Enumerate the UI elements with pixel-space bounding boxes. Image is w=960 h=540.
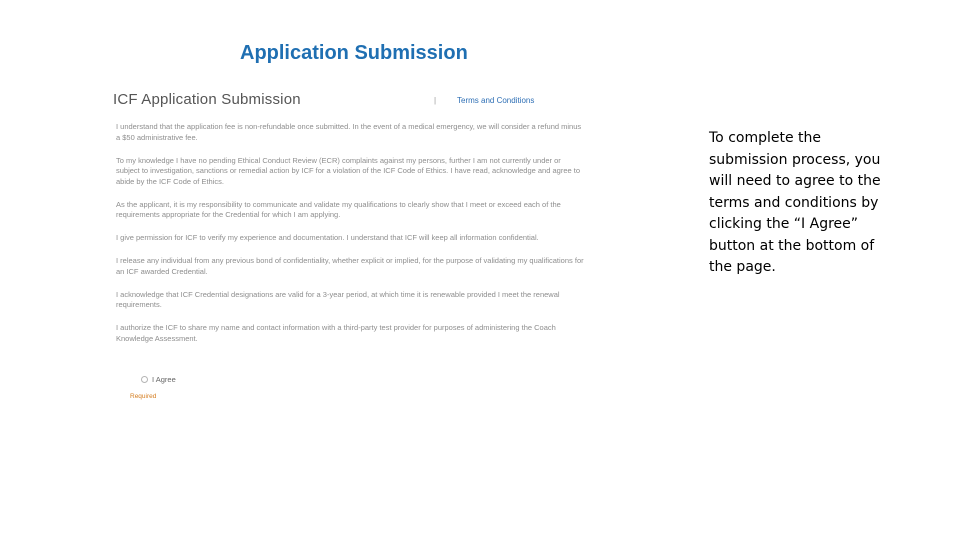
term-item: As the applicant, it is my responsibility to communicate and validate my qualifications to clearly show that I meet or exceed each of the requirements appropriate for the Credential for which I am applying. (116, 199, 561, 219)
required-indicator: Required (130, 393, 157, 400)
i-agree-option[interactable] (141, 375, 176, 384)
i-agree-label: I Agree (152, 375, 176, 384)
breadcrumb-terms-link[interactable]: Terms and Conditions (457, 96, 535, 105)
term-item: I give permission for ICF to verify my experience and documentation. I understand that ICF will keep all information confidential. (116, 233, 539, 242)
term-item: I acknowledge that ICF Credential designations are valid for a 3-year period, at which time it is renewable provided I meet the renewal requirements. (116, 289, 560, 309)
term-item: I authorize the ICF to share my name and contact information with a third-party test provider for purposes of administering the Coach Knowledge Assessment. (116, 323, 556, 343)
terms-list (116, 122, 586, 357)
term-item: I understand that the application fee is non-refundable once submitted. In the event of a medical emergency, we will consider a refund minus a $50 administrative fee. (116, 122, 582, 142)
term-item: I release any individual from any previous bond of confidentiality, whether explicit or implied, for the purpose of validating my qualifications for an ICF awarded Credential. (116, 256, 584, 276)
application-screenshot (108, 86, 588, 416)
i-agree-radio[interactable] (141, 376, 148, 383)
term-item: To my knowledge I have no pending Ethical Conduct Review (ECR) complaints against my persons, further I am not currently under or subject to investigation, sanctions or remedial action by ICF for a violation of the ICF Code of Ethics. I have read, acknowledge and agree to abide by the ICF Code of Ethics. (116, 155, 581, 186)
slide-title: Application Submission (240, 42, 468, 64)
page-title: ICF Application Submission (113, 91, 301, 108)
breadcrumb-separator: | (434, 96, 437, 105)
instruction-note: To complete the submission process, you will need to agree to the terms and conditions by clicking the “I Agree” button at the bottom of the page. (709, 130, 881, 275)
